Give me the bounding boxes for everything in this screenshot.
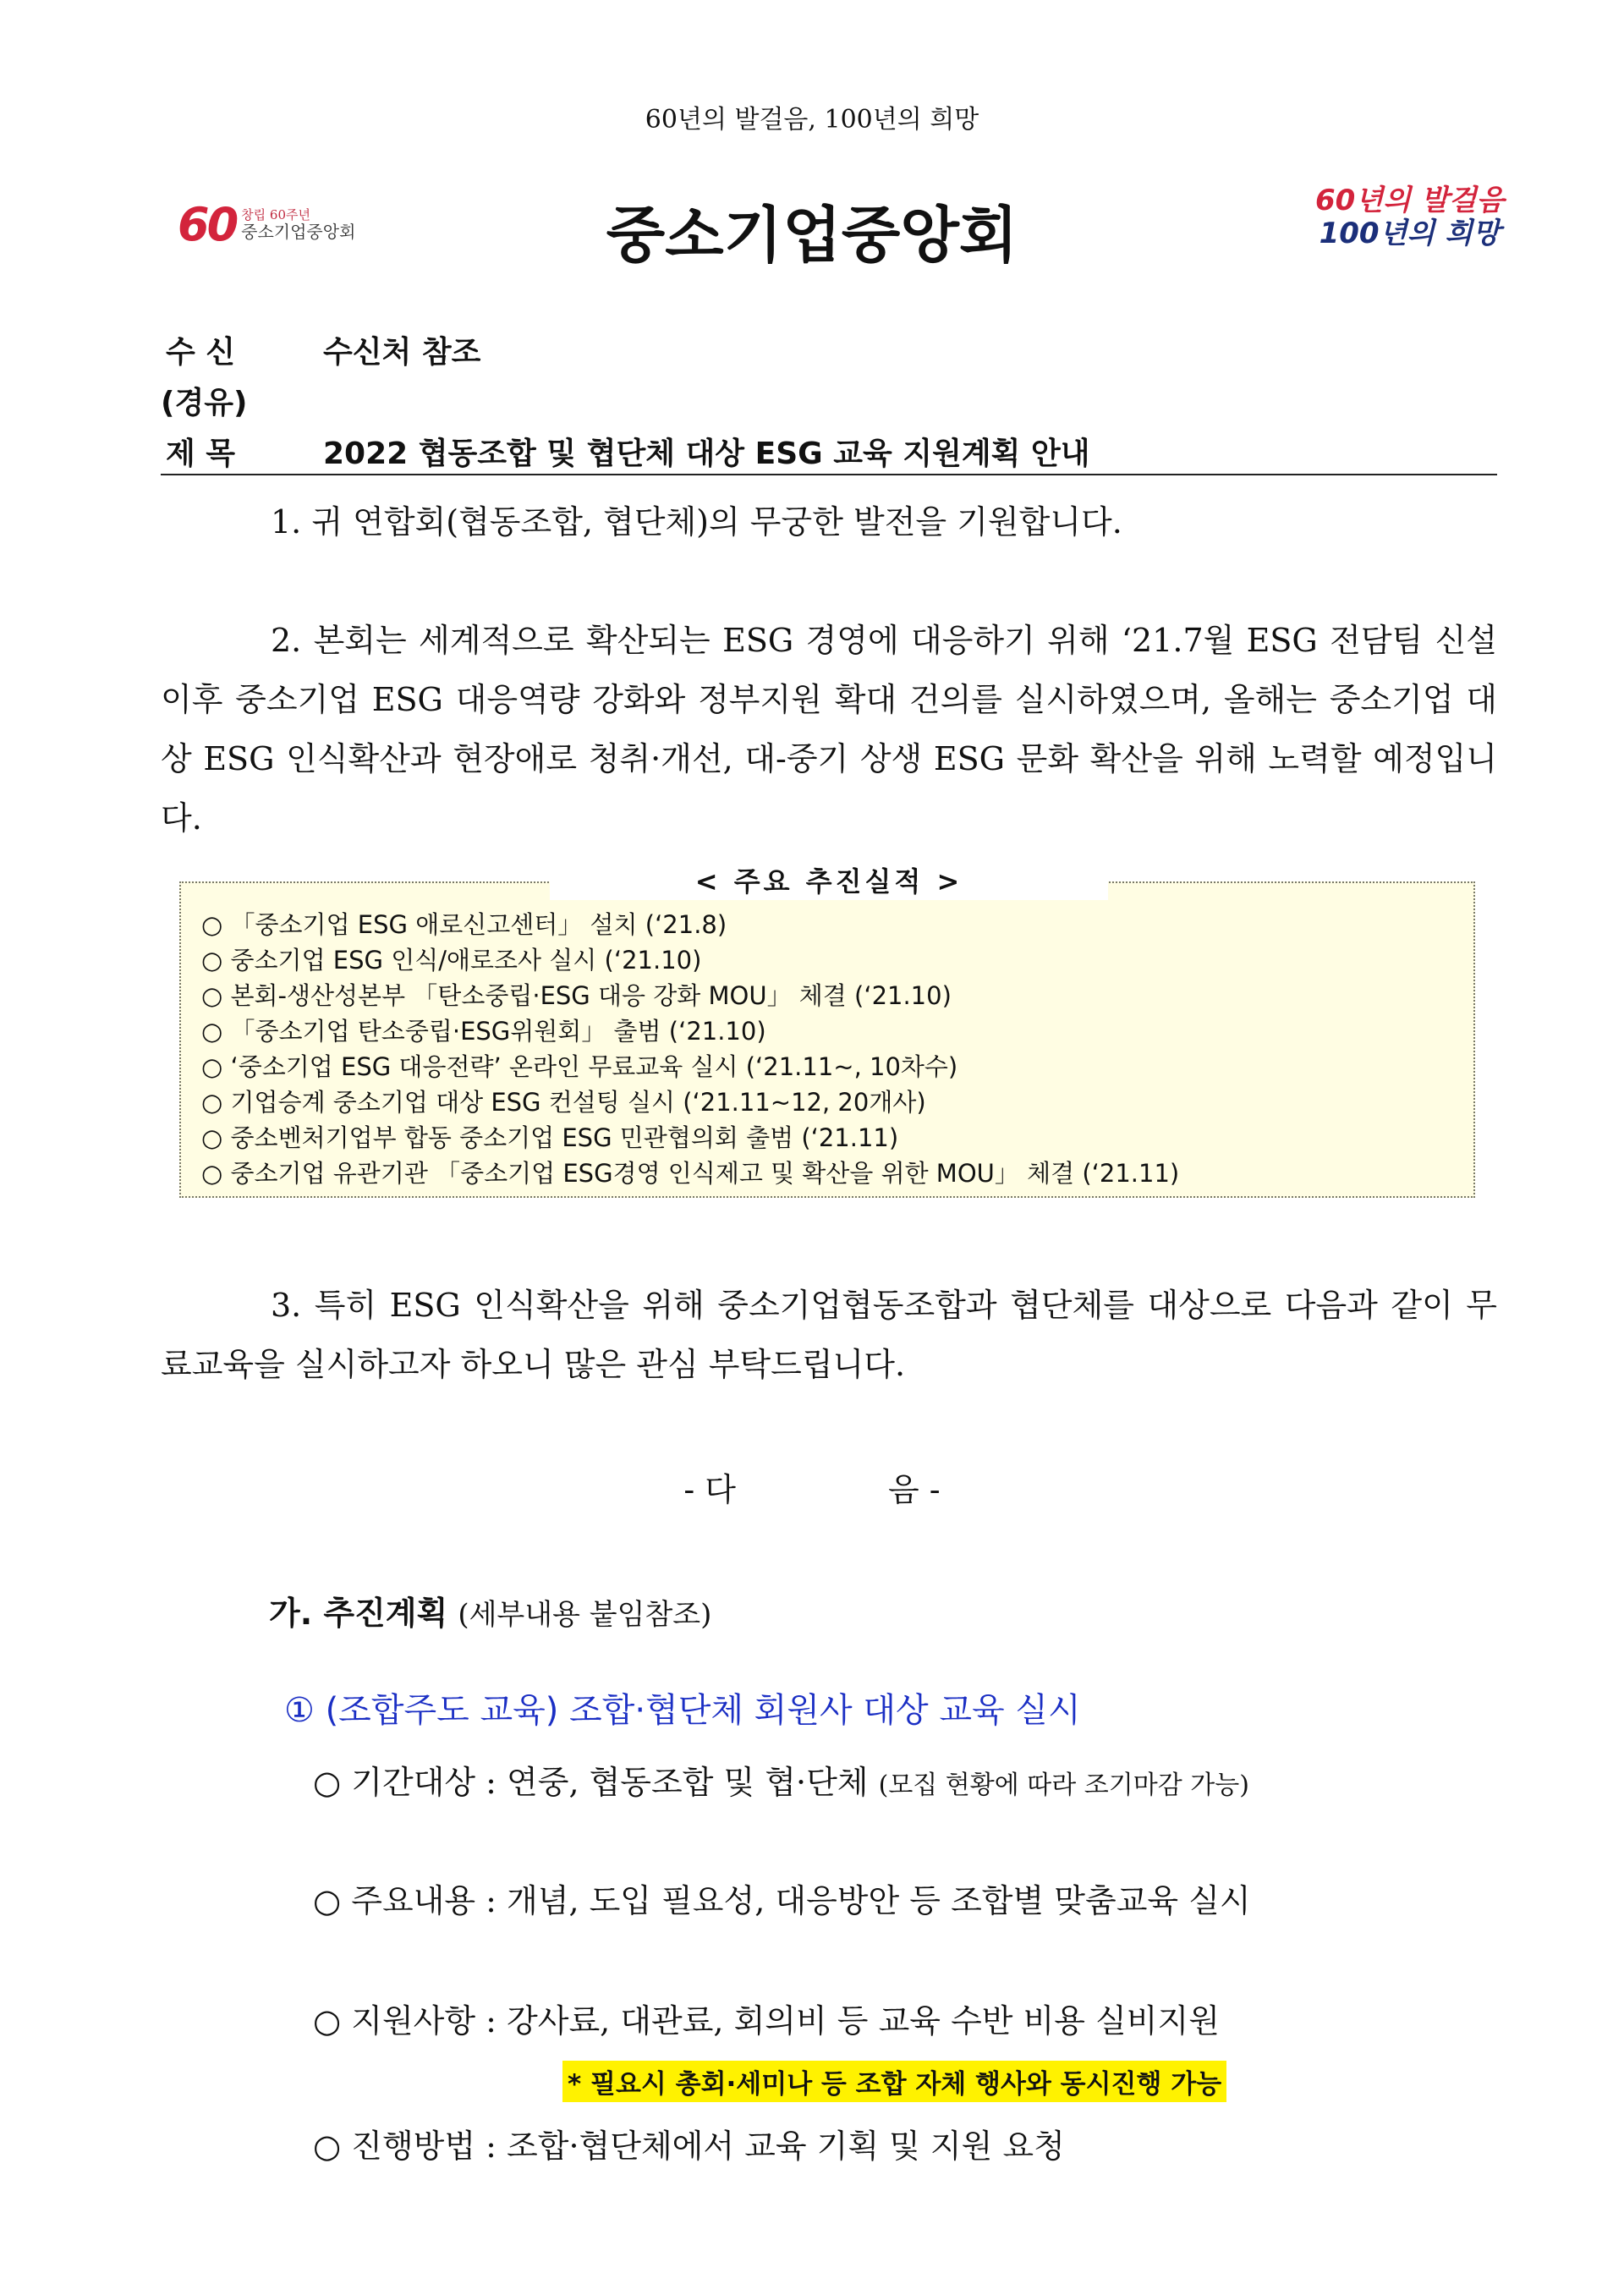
logo-small-text: 창립 60주년 (241, 206, 310, 222)
logo-org-name: 중소기업중앙회 (241, 222, 356, 243)
slogan-logo-line2: 100년의 희망 (1319, 217, 1501, 251)
list-item: ○ 중소벤처기업부 합동 중소기업 ESG 민관협의회 출범 (‘21.11) (201, 1123, 899, 1152)
item-support: ○ 지원사항 : 강사료, 대관료, 회의비 등 교육 수반 비용 실비지원 (313, 2002, 1220, 2040)
list-item: ○ 기업승계 중소기업 대상 ESG 컨설팅 실시 (‘21.11~12, 20개사) (201, 1088, 926, 1117)
subject-label: 제 목 (166, 436, 236, 471)
section-plan-note: (세부내용 붙임참조) (458, 1598, 712, 1632)
next-heading-left: - 다 (683, 1471, 736, 1508)
item-content: ○ 주요내용 : 개념, 도입 필요성, 대응방안 등 조합별 맞춤교육 실시 (313, 1882, 1251, 1919)
next-heading (0, 1463, 1624, 1510)
header-divider (161, 474, 1497, 475)
section-plan (269, 1587, 711, 1633)
paragraph-1: 1. 귀 연합회(협동조합, 협단체)의 무궁한 발전을 기원합니다. (271, 503, 1122, 541)
section-plan-heading: 가. 추진계획 (269, 1595, 448, 1632)
recipient-label: 수 신 (166, 335, 236, 370)
recipient-value: 수신처 참조 (323, 335, 481, 370)
item-period-main: ○ 기간대상 : 연중, 협동조합 및 협·단체 (313, 1764, 869, 1801)
header-slogan: 60년의 발걸음, 100년의 희망 (645, 105, 979, 135)
subject-value: 2022 협동조합 및 협단체 대상 ESG 교육 지원계획 안내 (323, 436, 1090, 471)
list-item: ○ 중소기업 ESG 인식/애로조사 실시 (‘21.10) (201, 946, 702, 975)
list-item: ○ 중소기업 유관기관 「중소기업 ESG경영 인식제고 및 확산을 위한 MOU」 체결 (‘21.11) (201, 1159, 1180, 1188)
next-heading-right: 음 - (888, 1471, 941, 1508)
slogan-logo-line1: 60년의 발걸음 (1315, 184, 1505, 217)
slogan-logo (1315, 184, 1504, 250)
paragraph-2: 2. 본회는 세계적으로 확산되는 ESG 경영에 대응하기 위해 ‘21.7월 ESG 전담팀 신설 이후 중소기업 ESG 대응역량 강화와 정부지원 확대 건의를 실시하였으며, 올해는 중소기업 대상 ESG 인식확산과 현장애로 청취·개선, 대-중기 상생 ESG 문화 확산을 위해 노력할 예정입니다. (161, 622, 1497, 837)
achievements-title: < 주요 추진실적 > (550, 863, 1108, 900)
subsection-1-heading: ① (조합주도 교육) 조합·협단체 회원사 대상 교육 실시 (284, 1691, 1081, 1730)
logo-number: 60 (178, 198, 237, 251)
item-period-note: (모집 현황에 따라 조기마감 가능) (878, 1771, 1249, 1800)
achievements-list (201, 907, 1470, 1191)
item-period (161, 1751, 1497, 1817)
paragraph-3: 3. 특히 ESG 인식확산을 위해 중소기업협동조합과 협단체를 대상으로 다음과 같이 무료교육을 실시하고자 하오니 많은 관심 부탁드립니다. (161, 1287, 1497, 1383)
item-method: ○ 진행방법 : 조합·협단체에서 교육 기획 및 지원 요청 (313, 2128, 1065, 2165)
list-item: ○ ‘중소기업 ESG 대응전략’ 온라인 무료교육 실시 (‘21.11~, 10차수) (201, 1052, 958, 1081)
list-item: ○ 「중소기업 ESG 애로신고센터」 설치 (‘21.8) (201, 910, 727, 939)
org-title: 중소기업중앙회 (606, 199, 1018, 271)
via-label: (경유) (161, 386, 248, 420)
list-item: ○ 「중소기업 탄소중립·ESG위원회」 출범 (‘21.10) (201, 1017, 766, 1046)
list-item: ○ 본회-생산성본부 「탄소중립·ESG 대응 강화 MOU」 체결 (‘21.10) (201, 981, 952, 1010)
support-note-highlight: * 필요시 총회·세미나 등 조합 자체 행사와 동시진행 가능 (562, 2061, 1226, 2102)
